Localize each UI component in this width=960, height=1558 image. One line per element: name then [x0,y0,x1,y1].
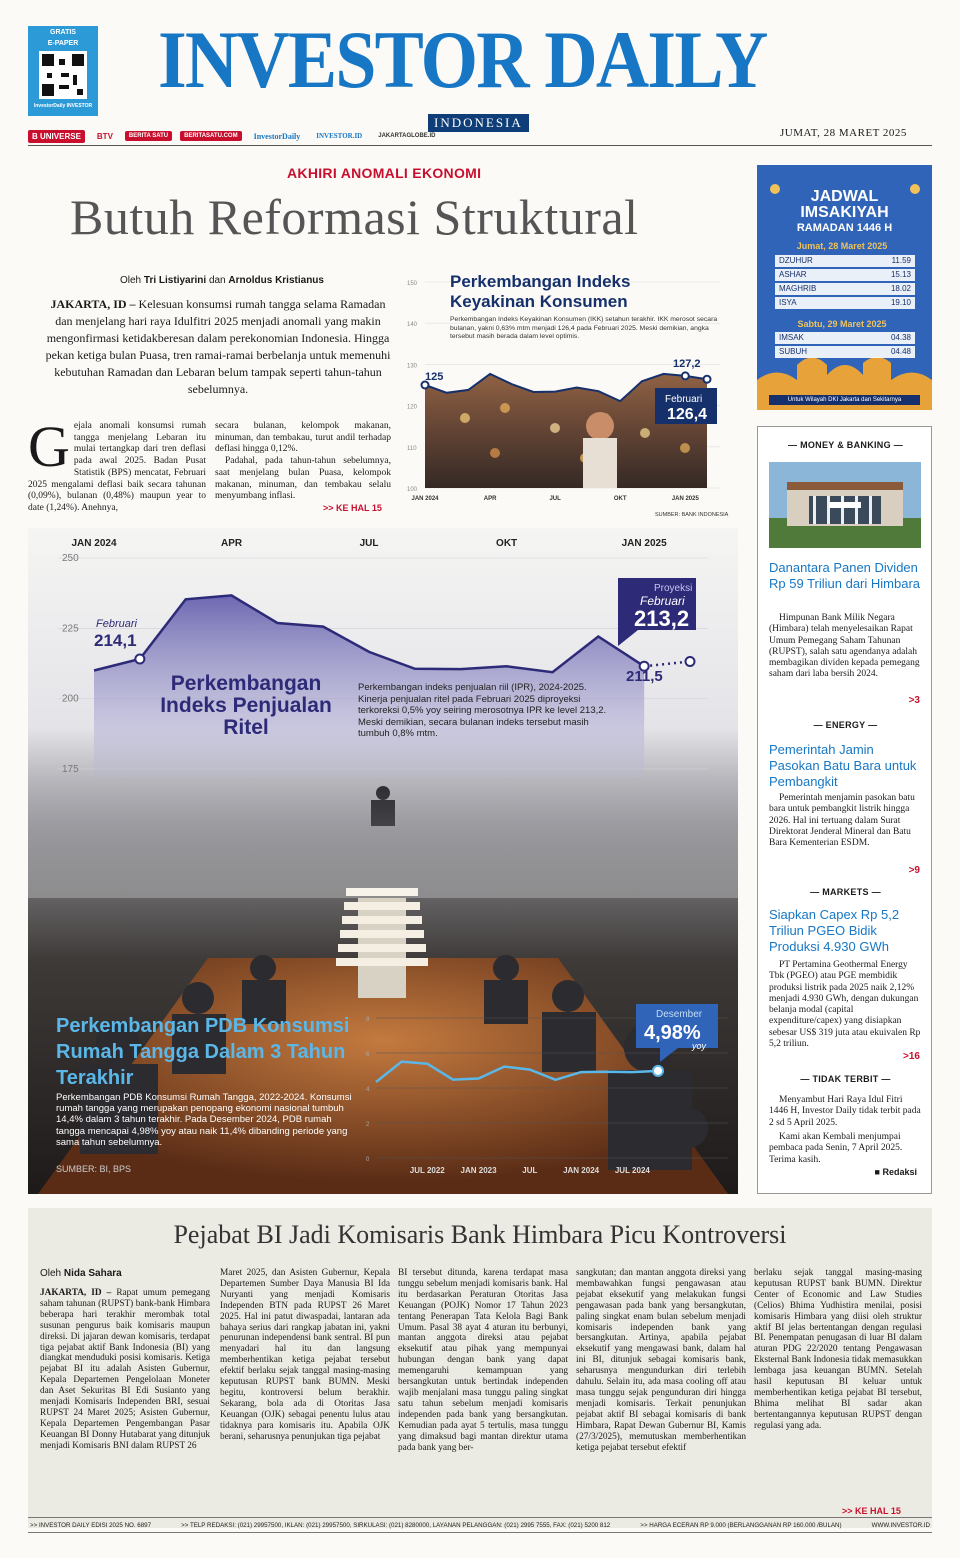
x-tick-label: JUL [522,1166,538,1175]
lead-body-column-1 [28,414,206,515]
x-tick-label: JAN 2024 [71,538,117,549]
byline-author-1: Tri Listiyarini [143,275,207,286]
logo-beritasatu[interactable]: BERITA SATU [125,131,172,141]
dropcap: G [28,414,70,479]
pdb-title: Perkembangan PDB Konsumsi Rumah Tangga Dalam 3 Tahun Terakhir [56,1015,350,1089]
brief-headline-2[interactable]: Pemerintah Jamin Pasokan Batu Bara untuk Pembangkit [769,742,917,789]
masthead-divider [28,145,932,146]
x-tick-label: JAN 2025 [671,496,699,502]
x-tick-label: JAN 2025 [621,538,667,549]
byline-mid: dan [208,275,226,286]
e-paper-qr-badge[interactable] [28,26,98,116]
notice-sign: ■ Redaksi [874,1167,917,1177]
brief-headline-1[interactable]: Danantara Panen Dividen Rp 59 Triliun dari Himbara [769,560,921,591]
ikk-end-month: Februari [665,394,703,405]
y-tick-label: 100 [407,487,418,493]
light-bokeh [500,403,510,413]
retail-last-value: 211,5 [626,668,663,685]
ikk-end-callout [655,388,717,424]
light-bokeh [680,443,690,453]
lead-dateline: JAKARTA, ID – [50,297,136,311]
y-tick-label: 2 [366,1122,370,1128]
brief-ref-2[interactable]: >9 [908,865,920,876]
prayer-name: ASHAR [779,270,807,279]
light-bokeh [490,448,500,458]
col2-paragraph-2: Padahal, pada tahun-tahun sebelumnya, saat menjelang bulan Puasa, kelompok makanan, minuman, dan tembakau selalu menyumbang inflasi. [215,456,391,502]
lead-byline [120,275,324,286]
prayer-name: DZUHUR [779,256,813,265]
brief-text-3: PT Pertamina Geothermal Energy Tbk (PGEO) atau PGE membidik produksi listrik pada 2025 naik 2,12% menjadi 4.930 GWh, dengan dukungan belanja modal (capital expenditure/capex) yang disiapkan sebesar US$ 319 juta atau ekuivalen Rp 5,2 triliun. [769,960,921,1050]
notice-text-1: Menyambut Hari Raya Idul Fitri 1446 H, Investor Daily tidak terbit pada 2 sd 5 April 2025. [769,1095,921,1128]
story2-headline[interactable]: Pejabat BI Jadi Komisaris Bank Himbara Picu Kontroversi [173,1220,787,1249]
y-tick-label: 6 [366,1052,370,1058]
prayer-name: MAGHRIB [779,284,817,293]
pdb-end-value: 4,98% [644,1022,701,1044]
prayer-time: 11.59 [891,256,911,265]
x-tick-label: JAN 2024 [563,1166,600,1175]
shopper-figure [583,438,617,488]
col2-paragraph-1: secara bulanan, kelompok makanan, minuman, dan tembakau, turut andil terhadap deflasi hingga 0,12%. [215,421,391,455]
x-tick-label: JUL 2024 [614,1166,650,1175]
pdb-end-month: Desember [656,1009,703,1020]
lead-headline[interactable]: Butuh Reformasi Struktural [70,189,639,245]
partner-logos [28,127,439,145]
retail-proj-label: Proyeksi [654,583,693,594]
brief-text-2: Pemerintah menjamin pasokan batu bara untuk pembangkit listrik hingga 2026. Hal ini tertuang dalam Surat Direktorat Jenderal Mineral dan Batu Bara Kementerian ESDM. [769,793,915,849]
prayer-name: SUBUH [779,347,808,356]
brief-ref-3[interactable]: >16 [903,1051,920,1062]
story2-column-5: berlaku sejak tanggal masing-masing keputusan RUPST bank BUMN. Direktur Center of Economic and Law Studies (Celios) Bhima Yudhistira menilai, posisi komisaris Himbara yang diisi oleh struktur aktif BI jelas bertentangan dengan regulasi BI. Penempatan penugasan di luar BI dalam aturan PDG 22/2020 tentang Pengawasan Eksternal Bank Indonesia tidak memasukkan lembaga jasa keuangan BUMN. Setelah hasil keputusan BI keluar untuk memberhentikan ketiga pejabat BI tersebut, Bhima melihat BI sadar akan bertentangannya keputusan RUPST dengan regulasi yang ada. [754,1268,922,1431]
story2-column-2: Maret 2025, dan Asisten Gubernur, Kepala Departemen Sumber Daya Manusia BI Ida Nuryanti yang menjadi Komisaris Independen BTN pada RUPST 26 Maret 2025. Hal ini patut diwaspadai, lantaran ada bahaya serius dari rangkap jabatan ini, yakni penurunan independensi bank sentral. BI pun menyadari hal itu dan langsung memberhentikan ketiga pejabat tersebut efektif berlaku sejak tanggal masing-masing keputusan RUPST bank BUMN. Meski begitu, kontroversi belum berakhir. Sekarang, bola ada di Otoritas Jasa Keuangan (OJK) sebagai penentu lulus atau tidaknya para komisaris itu. Apabila OJK berani, seharusnya penunjukan tiga pejabat [220,1268,390,1442]
logo-btv[interactable]: BTV [96,131,113,141]
x-tick-label: OKT [613,496,627,502]
light-bokeh [460,413,470,423]
imsakiyah-row [775,269,915,281]
ikk-start-value: 125 [425,371,444,383]
imsakiyah-row [775,297,915,309]
prayer-time: 18.02 [890,284,911,293]
y-tick-label: 150 [407,281,418,287]
prayer-time: 15.13 [890,270,911,279]
pdb-description: Perkembangan PDB Konsumsi Rumah Tangga, 2022-2024. Konsumsi rumah tangga yang merupakan penopang ekonomi nasional tumbuh 14,4% dalam 3 tahun terakhir. Pada Desember 2024, PDB rumah tangga mencapai 4,98% yoy atau naik 11,4% dibanding periode yang sama tahun sebelumnya. [56,1092,352,1148]
ikk-description: Perkembangan Indeks Keyakinan Konsumen (IKK) setahun terakhir. IKK merosot secara bulanan, yakni 0,63% mtm menjadi 126,4 pada Februari 2025. Meski demikian, angka tersebut masih berada dalam level optimis. [450,316,718,340]
infographic-panel [28,528,738,1194]
y-tick-label: 200 [62,693,79,705]
y-tick-label: 4 [366,1087,370,1093]
imsakiyah-title-1: JADWAL [810,188,879,205]
prayer-time: 19.10 [890,298,911,307]
story2-byline [40,1268,122,1279]
pdb-points [653,1066,663,1076]
imsakiyah-title-3: RAMADAN 1446 H [796,222,893,234]
lead-text: Kelesuan konsumsi rumah tangga selama Ramadan dan menjelang hari raya Idulfitri 2025 menjadi anomali yang makin mengonfirmasi ketidakberesan dalam perekonomian Indonesia. Hingga pekan ketiga bulan Puasa, tren ramai-ramai berbelanja untuk memenuhi kebutuhan Ramadan dan Lebaran belum tampak seperti tahun-tahun sebelumnya. [45,297,391,396]
x-tick-label: JUL [549,496,561,502]
logo-investor-id[interactable]: INVESTOR.ID [316,132,363,140]
footer-price: >> HARGA ECERAN RP 9.000 (BERLANGGANAN RP 160.000 /BULAN) [640,1521,842,1529]
ikk-start-label [425,371,443,383]
imsakiyah-schedule [757,165,932,410]
brief-ref-1[interactable]: >3 [908,695,920,706]
story2-column-4: sangkutan; dan mantan anggota direksi yang membawahkan fungsi pengawasan atau pejabat eksekutif yang melakukan fungsi pengawasan pada bank yang bersangkutan, paling singkat enam bulan sebelum menjadi komisaris independen bank yang bersangkutan. Artinya, apabila pejabat eksekutif yang mengawasi bank, dalam hal ini BI, ditunjuk sebagai komisaris bank, seharusnya mengundurkan diri terlebih dahulu. Selain itu, ada masa cooling off atau masa tunggu sejak pengunduran diri hingga menjadi komisaris. Terkait penunjukan pejabat aktif BI sebagai komisaris di bank Himbara, Rapat Dewan Gubernur BI, Kamis (27/3/2025), memutuskan memberhentikan ketiga pejabat tersebut efektif [576,1268,746,1453]
imsakiyah-row [775,283,915,295]
section-tidak-terbit: — TIDAK TERBIT — [800,1074,891,1084]
continued-link[interactable]: >> KE HAL 15 [323,503,382,513]
imsakiyah-rows-2 [775,332,915,360]
lead-body-column-2 [215,421,391,503]
y-tick-label: 250 [62,553,79,564]
second-story [28,1208,932,1528]
section-money-banking: — MONEY & BANKING — [787,440,904,450]
x-tick-label: APR [483,496,497,502]
y-tick-label: 225 [62,623,79,635]
footer-site[interactable]: WWW.INVESTOR.ID [871,1521,930,1529]
y-tick-label: 130 [407,363,418,370]
story2-continued-link[interactable]: >> KE HAL 15 [842,1506,901,1516]
logo-buniverse[interactable]: B UNIVERSE [28,130,85,143]
retail-start-value: 214,1 [94,631,137,650]
retail-description: Perkembangan indeks penjualan riil (IPR), 2024-2025. Kinerja penjualan ritel pada Februari 2025 diproyeksi terkoreksi 0,5% yoy seiring merosotnya IPR ke level 213,2. Meski demikian, secara bulanan indeks tersebut masih tumbuh 0,8% mtm. [358,682,607,739]
story2-col1-text: Rapat umum pemegang saham tahunan (RUPST) bank-bank Himbara beberapa hari terakhir merombak total susunan pengurus baik komisaris maupun direksi. Di jajaran dewan komisaris, terdapat tiga pejabat aktif Bank Indonesia (BI) yang diangkat menduduki posisi komisaris. Ketiga pejabat BI itu adalah Asisten Gubernur, Kepala Departemen Pengelolaan Moneter dan Aset Sekuritas BI Edi Susianto yang menjadi Komisaris Independen BRI, sesuai RUPST 24 Maret 2025; Asisten Gubernur, Kepala Departemen Pengembangan Pasar Keuangan BI Donny Hutabarat yang ditunjuk menjadi Komisaris BNI dalam RUPST 26 [40,1288,211,1451]
byline-author-2: Arnoldus Kristianus [228,275,324,286]
imsakiyah-title-2: IMSAKIYAH [800,204,889,221]
data-point [135,654,144,663]
logo-jakartaglobe[interactable]: JAKARTAGLOBE.ID [378,133,436,139]
bank-building-photo [769,462,921,548]
section-markets: — MARKETS — [810,887,881,897]
qr-footer: InvestorDaily INVESTOR [33,103,93,109]
light-bokeh [550,423,560,433]
lead-kicker: AKHIRI ANOMALI EKONOMI [287,165,482,181]
imsakiyah-row [775,255,915,267]
retail-title: Perkembangan Indeks Penjualan Ritel [160,672,332,739]
qr-label-bottom: E-PAPER [47,40,79,47]
brand-logo[interactable]: INVESTOR DAILY [158,14,767,105]
imsakiyah-rows-1 [775,255,915,311]
imsakiyah-footer: Untuk Wilayah DKI Jakarta dan Sekitarnya [769,395,920,405]
data-point [682,372,689,379]
y-tick-label: 8 [366,1017,370,1023]
x-tick-label: OKT [496,538,518,549]
ikk-x-axis [411,496,699,502]
brand-subtitle: INDONESIA [428,114,529,132]
y-tick-label: 110 [407,445,417,452]
x-tick-label: JUL [359,538,379,549]
pdb-source: SUMBER: BI, BPS [56,1164,132,1174]
retail-start-month: Februari [96,618,137,630]
prayer-name: IMSAK [779,333,804,342]
imsakiyah-row [775,346,915,358]
imsakiyah-day-2: Sabtu, 29 Maret 2025 [797,319,887,329]
story2-author: Nida Sahara [63,1268,122,1279]
col1-text: ejala anomali konsumsi rumah tangga menjelang Lebaran itu mulai tertangkap dari tren deflasi pada awal 2025. Badan Pusat Statistik (BPS) mencatat, Februari 2025 mengalami deflasi baik secara tahunan (0,09%), bulanan (0,48%) maupun year to date (1,24%). Anehnya, [28,421,206,513]
byline-prefix: Oleh [120,275,142,286]
notice-text-2: Kami akan Kembali menjumpai pembaca pada Senin, 7 April 2025. Terima kasih. [769,1132,903,1165]
story2-byline-prefix: Oleh [40,1268,62,1279]
imsakiyah-day-1: Jumat, 28 Maret 2025 [796,241,888,251]
shopper-figure [586,412,614,440]
data-point [704,376,711,383]
ikk-y-axis [407,281,418,493]
lead-paragraph [44,296,392,398]
qr-label-top: GRATIS [50,29,76,36]
masthead [158,12,798,130]
brief-text-1: Himpunan Bank Milik Negara (Himbara) telah menyelesaikan Rapat Umum Pemegang Saham Tahunan (RUPST), salah satu agendanya adalah membagikan dividen kepada pemegang saham dari laba bersih 2024. [769,613,920,680]
ikk-title: Perkembangan Indeks Keyakinan Konsumen [450,272,631,311]
retail-proj-value: 213,2 [634,606,690,631]
ikk-end-value: 126,4 [667,406,708,423]
prayer-time: 04.38 [890,333,911,342]
footer-contacts: >> TELP REDAKSI: (021) 29957500, IKLAN: (021) 29957500, SIRKULASI: (021) 8280000, LAYANAN PELANGGAN: (021) 2995 7555, FAX: (021) 5200 812 [181,1521,611,1529]
y-tick-label: 0 [366,1157,370,1163]
x-tick-label: APR [220,538,243,549]
retail-proj-month: Februari [640,594,685,608]
issue-date: JUMAT, 28 MARET 2025 [780,127,907,139]
ikk-peak-value: 127,2 [673,358,701,370]
data-point [686,657,695,666]
brief-headline-3[interactable]: Siapkan Capex Rp 5,2 Triliun PGEO Bidik Produksi 4.930 GWh [769,907,900,954]
prayer-time: 04.48 [890,347,911,356]
x-tick-label: JAN 2024 [411,496,439,502]
story2-column-1 [40,1288,210,1452]
page-footer [28,1517,932,1533]
footer-edition: >> INVESTOR DAILY EDISI 2025 NO. 6897 [30,1521,152,1529]
pdb-end-unit: yoy [692,1041,707,1051]
story2-dateline: JAKARTA, ID – [40,1288,112,1298]
story2-column-3: BI tersebut ditunda, karena terdapat masa tunggu sebelum menjadi komisaris bank. Hal itu berdasarkan Peraturan Otoritas Jasa Keuangan (POJK) Nomor 17 Tahun 2023 tentang Penerapan Tata Kelola Bagi Bank Umum. Pasal 38 ayat 4 aturan itu berbunyi, mantan anggota direksi atau pejabat eksekutif atau pihak yang mempunyai hubungan dengan bank yang dapat memengaruhi kemampuan yang bersangkutan untuk bertindak independen wajib menjalani masa tunggu paling singkat satu tahun sebelum menjadi komisaris independen pada bank yang bersangkutan. Kemudian pada ayat 5 tertulis, masa tunggu yang dimaksud bagi mantan direktur utama pada bank yang ber- [398,1268,568,1453]
sidebar-briefs [757,426,932,1194]
light-bokeh [640,428,650,438]
x-tick-label: JAN 2023 [460,1166,497,1175]
section-energy: — ENERGY — [813,720,878,730]
imsakiyah-row [775,332,915,344]
logo-beritasatu-com[interactable]: BERITASATU.COM [180,131,241,141]
ikk-source: SUMBER: BANK INDONESIA [655,512,729,518]
x-tick-label: JUL 2022 [409,1166,445,1175]
data-point [653,1066,663,1076]
prayer-name: ISYA [779,298,797,307]
logo-investordaily[interactable]: InvestorDaily [253,131,301,141]
y-tick-label: 120 [407,404,418,411]
qr-code-icon[interactable] [39,51,87,99]
y-tick-label: 140 [407,322,418,329]
y-tick-label: 175 [62,763,79,775]
